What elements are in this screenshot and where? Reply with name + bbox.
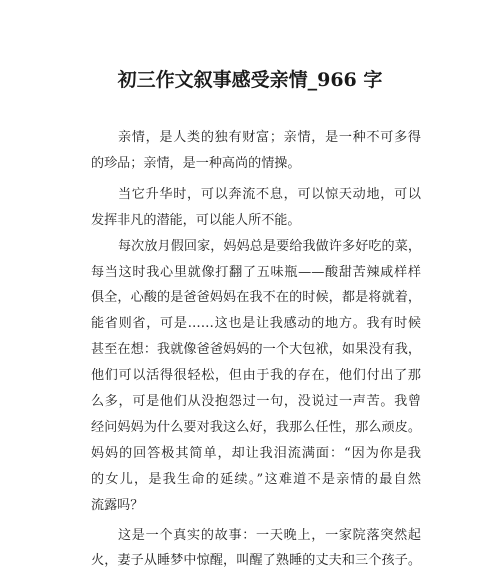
paragraph-3-line-5: 甚至在想：我就像爸爸妈妈的一个大包袱，如果没有我，: [91, 342, 421, 357]
paragraph-2-line-1: 当它升华时，可以奔流不息，可以惊天动地，可以: [118, 187, 421, 202]
paragraph-3-line-1: 每次放月假回家，妈妈总是要给我做许多好吃的菜，: [118, 239, 421, 254]
document-title: 初三作文叙事感受亲情_966 字: [117, 69, 383, 91]
paragraph-4-line-2: 火，妻子从睡梦中惊醒，叫醒了熟睡的丈夫和三个孩子。: [91, 553, 421, 568]
paragraph-3-line-10: 的女儿，是我生命的延续。”这难道不是亲情的最自然: [91, 472, 421, 487]
paragraph-2-line-2: 发挥非凡的潜能，可以能人所不能。: [91, 213, 301, 228]
paragraph-3-line-11: 流露吗？: [91, 498, 144, 513]
paragraph-3-line-4: 能省则省，可是……这也是让我感动的地方。我有时候: [91, 316, 421, 331]
paragraph-3-line-8: 经问妈妈为什么要对我这么好，我那么任性，那么顽皮。: [91, 420, 421, 435]
paragraph-3-line-9: 妈妈的回答极其简单，却让我泪流满面：“因为你是我: [91, 446, 421, 461]
paragraph-3-line-2: 每当这时我心里就像打翻了五味瓶——酸甜苦辣咸样样: [91, 265, 421, 280]
paragraph-1-line-1: 亲情，是人类的独有财富；亲情，是一种不可多得: [118, 130, 421, 145]
paragraph-3-line-3: 俱全，心酸的是爸爸妈妈在我不在的时候，都是将就着，: [91, 290, 421, 305]
paragraph-3-line-7: 么多，可是他们从没抱怨过一句，没说过一声苦。我曾: [91, 394, 421, 409]
paragraph-3-line-6: 他们可以活得很轻松，但由于我的存在，他们付出了那: [91, 368, 421, 383]
paragraph-1-line-2: 的珍品；亲情，是一种高尚的情操。: [91, 156, 301, 171]
paragraph-4-line-1: 这是一个真实的故事：一天晚上，一家院落突然起: [118, 528, 421, 543]
